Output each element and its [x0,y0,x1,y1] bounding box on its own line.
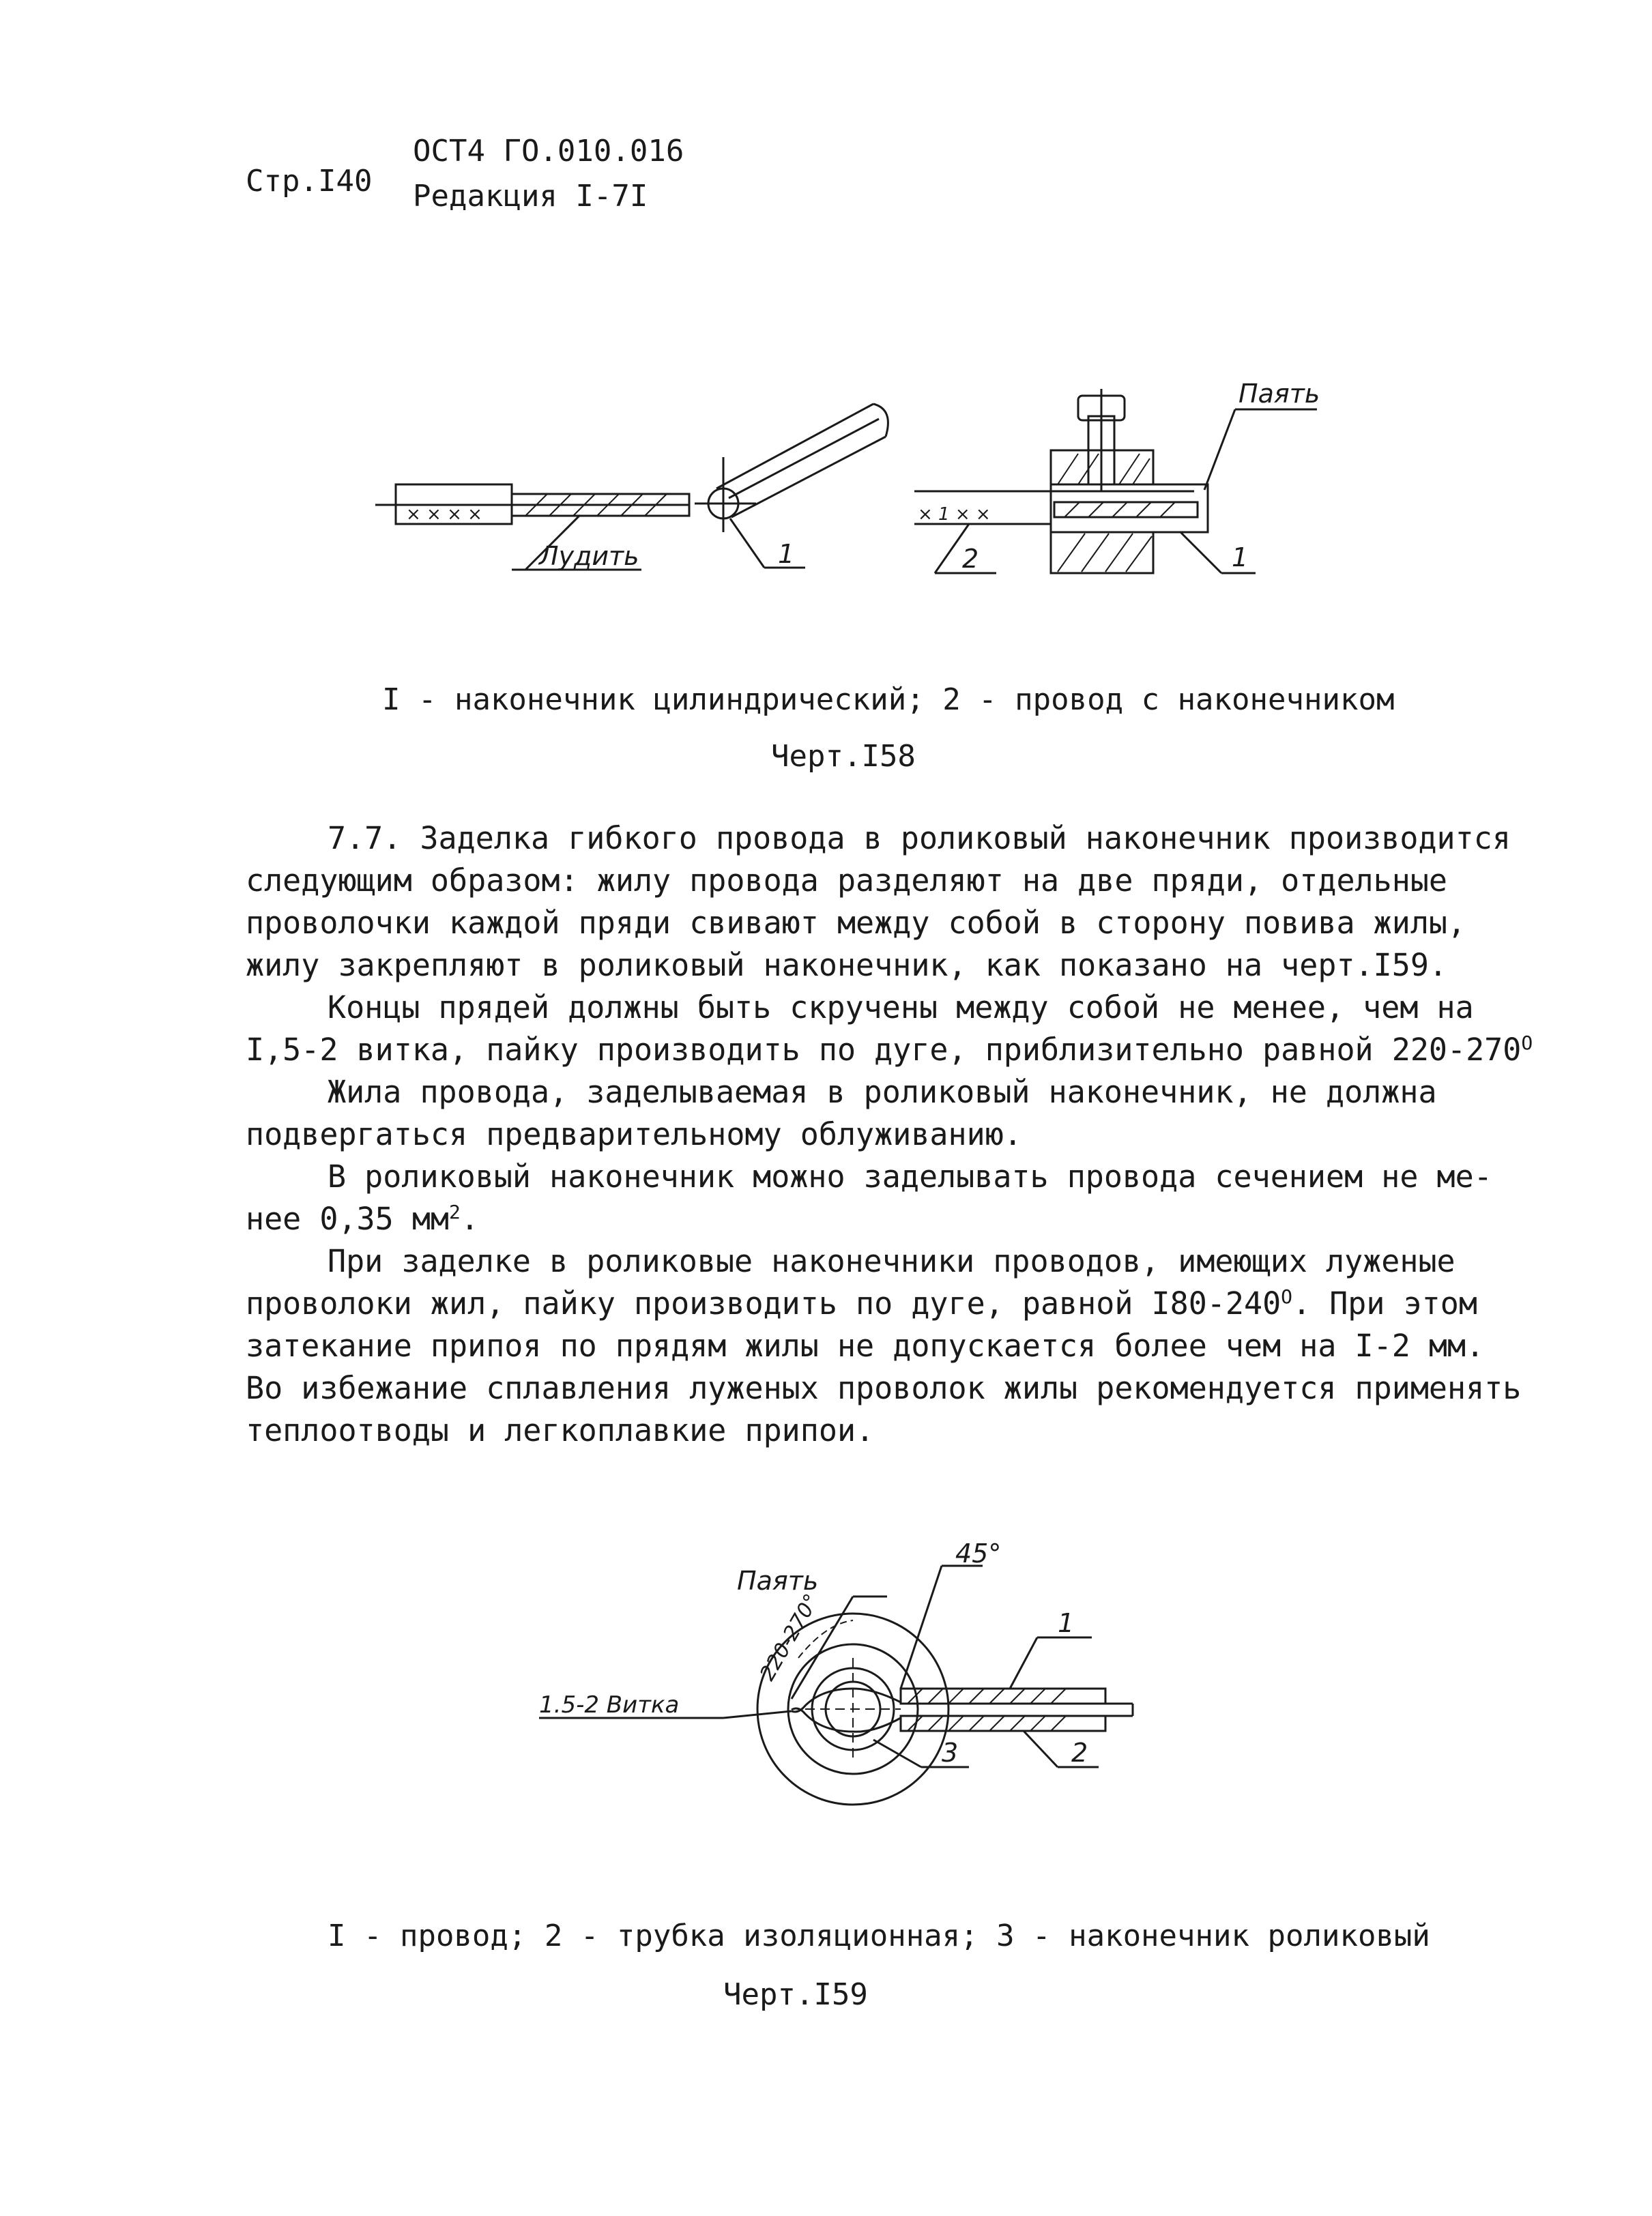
part-number-2: 2 [1071,1738,1088,1768]
standard-number: ОСТ4 ГО.010.016 [413,134,684,169]
figure-158-number: Черт.I58 [771,739,916,774]
text-span: проволоки жил, пайку производить по дуге, равной I80-240 [246,1285,1281,1322]
text-line: жилу закрепляют в роликовый наконечник, как показано на черт.I59. [246,947,1447,983]
text-line: При заделке в роликовые наконечники проводов, имеющих луженые [328,1243,1455,1279]
text-line: подвергаться предварительному облуживанию. [246,1116,1022,1152]
text-line: В роликовый наконечник можно заделывать провода сечением не ме- [328,1158,1492,1195]
figure-158-drawing [368,368,1351,594]
body-text [246,817,1533,1452]
figure-158 [368,368,1351,594]
text-line: следующим образом: жилу провода разделяют на две пряди, отдельные [246,862,1447,899]
text-span: нее 0,35 мм [246,1201,450,1237]
text-line [246,1198,1419,1240]
text-line: проволочки каждой пряди свивают между собой в сторону повива жилы, [246,905,1466,941]
text-line [246,1283,1477,1325]
text-line: Концы прядей должны быть скручены между собой не менее, чем на [328,989,1474,1025]
angle-45-label: 45° [955,1539,1002,1569]
crosses-1: × × × × [406,504,482,525]
degree-sup: O [1281,1285,1293,1308]
text-span: . При этом [1292,1285,1477,1322]
text-line: Жила провода, заделываемая в роликовый наконечник, не должна [328,1074,1437,1110]
figure-159 [532,1535,1146,1822]
page-number: Стр.I40 [246,164,373,199]
tin-label: Лудить [539,541,639,571]
square-sup: 2 [449,1201,461,1223]
part-number-1a: 1 [778,539,795,569]
text-span: . [460,1201,479,1237]
figure-159-drawing [532,1535,1146,1822]
text-line: Во избежание сплавления луженых проволок жилы рекомендуется применять [246,1370,1522,1406]
figure-159-caption: I - провод; 2 - трубка изоляционная; 3 - наконечник роликовый [328,1919,1430,1953]
degree-sup: O [1521,1032,1533,1054]
part-number-2: 2 [962,544,979,574]
text-line: затекание припоя по прядям жилы не допускается более чем на I-2 мм. [246,1328,1485,1364]
crosses-2: × 1 × × [918,504,991,525]
turns-label: 1.5-2 Витка [539,1691,680,1719]
part-number-3: 3 [942,1738,959,1768]
text-line: теплоотводы и легкоплавкие припои. [246,1412,875,1448]
arc-angle-label: 220-270° [755,1590,824,1685]
part-number-1: 1 [1058,1608,1075,1638]
text-line [246,1029,1533,1071]
edition: Редакция I-7I [413,179,648,214]
figure-159-number: Черт.I59 [723,1977,868,2012]
text-span: I,5-2 витка, пайку производить по дуге, приблизительно равной 220-270 [246,1032,1522,1068]
solder-label: Паять [737,1566,819,1596]
text-line: 7.7. Заделка гибкого провода в роликовый наконечник производится [328,820,1511,856]
figure-158-caption: I - наконечник цилиндрический; 2 - провод с наконечником [382,682,1395,717]
part-number-1b: 1 [1232,542,1249,572]
solder-label: Паять [1238,379,1320,409]
